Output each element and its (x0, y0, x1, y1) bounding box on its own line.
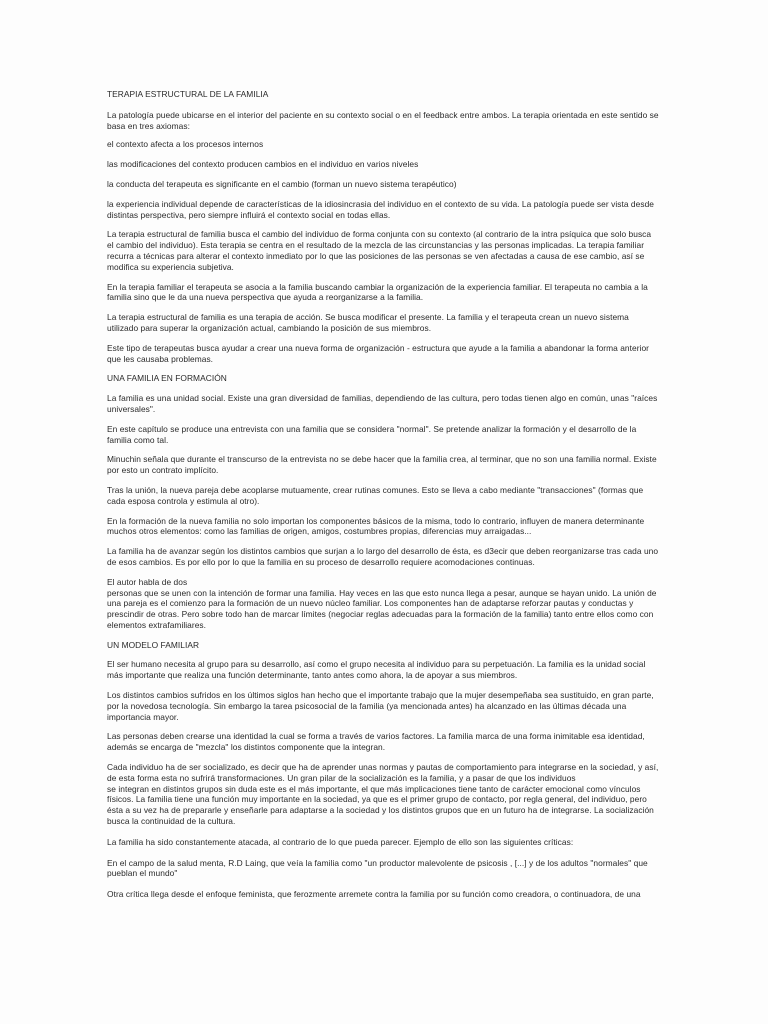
paragraph: Tras la unión, la nueva pareja debe acoplarse mutuamente, crear rutinas comunes. Esto se lleva a cabo mediante "transacciones" (formas que cada esposa controla y estimula al otro). (107, 484, 644, 506)
paragraph: La terapia estructural de familia busca el cambio del individuo de forma conjunta con su contexto (al contrario de la intra psíquica que solo busca el cambio del individuo). Esta terapia se centra en el resultado de la mezcla de las circunstancias y las personas implicadas. La terapia familiar recurra a técnicas para alterar el contexto inmediato por lo que las posiciones de las personas se ven afectadas a causa de ese cambio, así se modifica su experiencia subjetiva. (107, 229, 652, 272)
paragraph: En el campo de la salud menta, R.D Laing, que veía la familia como "un productor malevolente de psicosis , [...] y de los adultos "normales" que pueblan el mundo" (107, 857, 648, 879)
paragraph: La familia ha de avanzar según los distintos cambios que surjan a lo largo del desarrollo de ésta, es d3ecir que deben reorganizarse tras cada uno de esos cambios. Es por ello por lo que la familia en su proceso de desarrollo requiere acomodaciones continuas. (107, 546, 659, 567)
paragraph: En la formación de la nueva familia no solo importan los componentes básicos de la misma, todo lo contrario, influyen de manera determinante muchos otros elementos: como las familias de origen, amigos, costumbres propias, diferencias muy arraigadas... (107, 515, 645, 537)
document-body (107, 89, 659, 900)
section-heading-una-familia-en-formacion: UNA FAMILIA EN FORMACIÓN (107, 373, 227, 384)
paragraph: Minuchin señala que durante el transcurso de la entrevista no se debe hacer que la familia crea, al terminar, que no son una familia normal. Existe por esto un contrato implícito. (107, 454, 657, 476)
section-heading-un-modelo-familiar: UN MODELO FAMILIAR (107, 639, 200, 650)
paragraph: Las personas deben crearse una identidad la cual se forma a través de varios factores. La familia marca de una forma inimitable esa identidad, además se encarga de "mezcla" los distintos componente que la integran. (107, 731, 645, 753)
paragraph: la experiencia individual depende de características de la idiosincrasia del individuo en el contexto de su vida. La patología puede ser vista desde distintas perspectiva, pero siempre influirá el contexto social en todas ellas. (107, 198, 655, 220)
paragraph: En este capítulo se produce una entrevista con una familia que se considera "normal". Se pretende analizar la formación y el desarrollo de la familia como tal. (107, 423, 637, 445)
paragraph: La patología puede ubicarse en el interior del paciente en su contexto social o en el feedback entre ambos. La terapia orientada en este sentido se basa en tres axiomas: (107, 109, 659, 131)
paragraph: Este tipo de terapeutas busca ayudar a crear una nueva forma de organización - estructura que ayude a la familia a abandonar la forma anterior que les causaba problemas. (107, 342, 650, 364)
paragraph: Otra crítica llega desde el enfoque feminista, que ferozmente arremete contra la familia por su función como creadora, o continuadora, de una (107, 889, 641, 900)
paragraph: El autor habla de dos personas que se unen con la intención de formar una familia. Hay veces en las que esto nunca llega a pesar, aunque se hayan unido. La unión de una pareja es el comienzo para la formación de un nuevo núcleo familiar. Los componentes han de adaptarse reforzar pautas y conductas y prescindir de otras. Pero sobre todo han de marcar límites (negociar reglas adecuadas para la formación de la familia) tanto entre ellos como con elementos extrafamiliares. (107, 576, 657, 630)
paragraph: Los distintos cambios sufridos en los últimos siglos han hecho que el importante trabajo que la mujer desempeñaba sea sustituido, en gran parte, por la novedosa tecnología. Sin embargo la tarea psicosocial de la familia (ya mencionada antes) ha alcanzado en las últimas década una importancia mayor. (107, 690, 654, 722)
list-item: las modificaciones del contexto producen cambios en el individuo en varios niveles (107, 159, 419, 170)
paragraph: La familia es una unidad social. Existe una gran diversidad de familias, dependiendo de las cultura, pero todas tienen algo en común, unas "raíces universales". (107, 393, 658, 414)
paragraph: La familia ha sido constantemente atacada, al contrario de lo que pueda parecer. Ejemplo de ello son las siguientes críticas: (107, 836, 574, 847)
section-heading-terapia-estructural: TERAPIA ESTRUCTURAL DE LA FAMILIA (107, 89, 269, 99)
paragraph: En la terapia familiar el terapeuta se asocia a la familia buscando cambiar la organización de la experiencia familiar. El terapeuta no cambia a la familia sino que le da una nueva perspectiva que ayuda a reorganizarse a la familia. (107, 281, 648, 303)
list-item: el contexto afecta a los procesos internos (107, 139, 264, 150)
paragraph: La terapia estructural de familia es una terapia de acción. Se busca modificar el presente. La familia y el terapeuta crean un nuevo sistema utilizado para superar la organización actual, cambiando la posición de sus miembros. (107, 312, 629, 333)
list-item: la conducta del terapeuta es significante en el cambio (forman un nuevo sistema terapéutico) (107, 178, 457, 189)
paragraph: Cada individuo ha de ser socializado, es decir que ha de aprender unas normas y pautas de comportamiento para integrarse en la sociedad, y así, de esta forma esta no sufrirá transformaciones. Un gran pilar de la socialización es la familia, y a pasar de que los individuos se integran en distintos grupos sin duda este es el más importante, el que más implicaciones tiene tanto de carácter emocional como vínculos físicos. La familia tiene una función muy importante en la sociedad, ya que es el primer grupo de contacto, por regla general, del individuo, pero ésta a su vez ha de prepararle y enseñarle para adaptarse a la sociedad y los distintos grupos que en un futuro ha de integrarse. La socialización busca la continuidad de la cultura. (107, 762, 659, 827)
paragraph: El ser humano necesita al grupo para su desarrollo, así como el grupo necesita al individuo para su perpetuación. La familia es la unidad social más importante que realiza una función determinante, tanto antes como ahora, la de apoyar a sus miembros. (107, 659, 646, 681)
